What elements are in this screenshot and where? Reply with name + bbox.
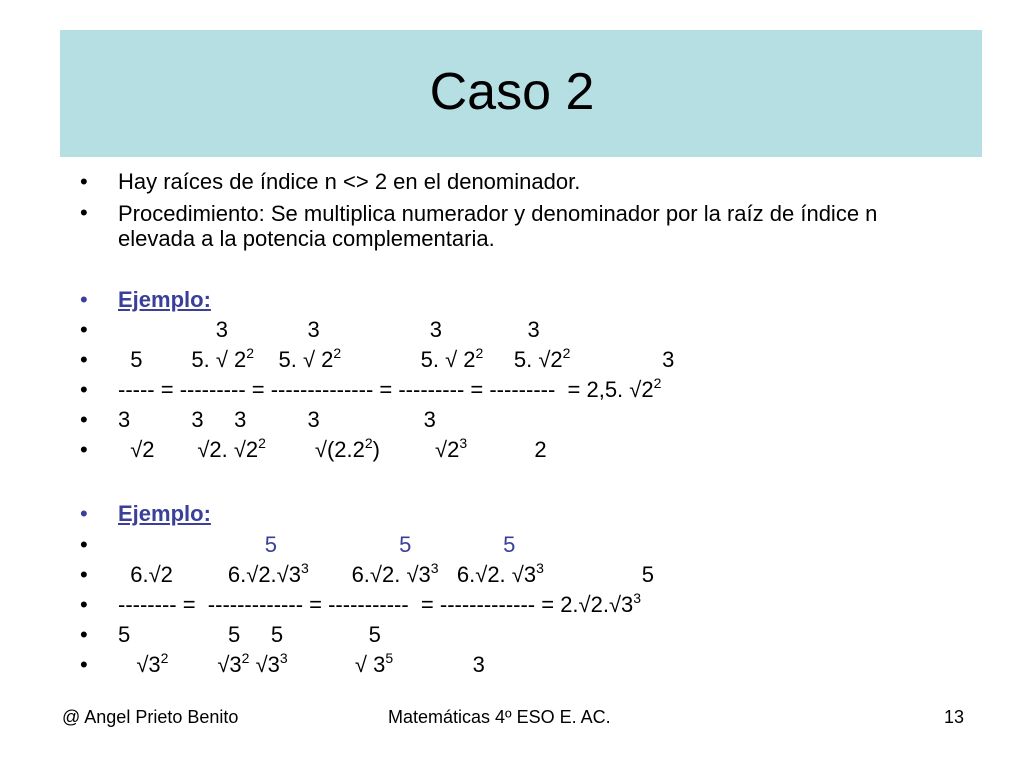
- eq-part: 6.√2. √3: [438, 562, 537, 587]
- equation-line: 5 5 5: [118, 532, 516, 557]
- eq-part: -------- = ------------- = ----------- = ------------- = 2.√2.√3: [118, 592, 634, 617]
- eq-part: 6.√2 6.√2.√3: [118, 562, 301, 587]
- eq-part: √ 3: [287, 652, 386, 677]
- exponent: 3: [633, 590, 642, 606]
- exponent: 2: [241, 650, 250, 666]
- exponent: 2: [364, 435, 373, 451]
- equation-line: [118, 650, 918, 677]
- equation-line: [118, 590, 918, 617]
- eq-part: 3: [570, 347, 675, 372]
- bullet-icon: •: [80, 200, 88, 225]
- equation-line: [118, 375, 918, 402]
- equation-line: [118, 560, 918, 587]
- bullet-icon: •: [80, 652, 88, 677]
- bullet-icon: •: [80, 437, 88, 462]
- eq-part: √3: [168, 652, 242, 677]
- eq-part: 5 5. √ 2: [118, 347, 247, 372]
- eq-part: 6.√2. √3: [308, 562, 431, 587]
- bullet-icon: •: [80, 317, 88, 342]
- bullet-icon: •: [80, 377, 88, 402]
- bullet-icon: •: [80, 407, 88, 432]
- eq-part: √(2.2: [265, 437, 365, 462]
- exponent: 3: [536, 560, 544, 576]
- eq-part: ) √2: [372, 437, 460, 462]
- exponent: 3: [300, 560, 309, 576]
- exponent: 2: [258, 435, 266, 451]
- bullet-item: [80, 650, 980, 749]
- example-heading: Ejemplo:: [118, 287, 211, 312]
- footer-page-number: 13: [944, 707, 965, 727]
- exponent: 2: [475, 345, 484, 361]
- eq-part: 5. √ 2: [254, 347, 334, 372]
- footer-author: @ Angel Prieto Benito: [62, 707, 239, 727]
- equation-line: [118, 435, 918, 462]
- eq-part: 2: [467, 437, 547, 462]
- eq-part: √3: [118, 652, 161, 677]
- bullet-icon: •: [80, 287, 88, 312]
- exponent: 2: [562, 345, 571, 361]
- footer-course: Matemáticas 4º ESO E. AC.: [388, 707, 611, 727]
- eq-part: √3: [249, 652, 280, 677]
- bullet-icon: •: [80, 501, 88, 526]
- eq-part: √2 √2. √2: [118, 437, 259, 462]
- eq-part: 3: [393, 652, 485, 677]
- bullet-icon: •: [80, 592, 88, 617]
- slide-title: Caso 2: [429, 63, 595, 121]
- eq-part: 5. √2: [483, 347, 563, 372]
- eq-part: 5: [543, 562, 654, 587]
- eq-part: ----- = --------- = -------------- = --------- = --------- = 2,5. √2: [118, 377, 654, 402]
- bullet-icon: •: [80, 532, 88, 557]
- exponent: 2: [333, 345, 342, 361]
- bullet-icon: •: [80, 169, 88, 194]
- exponent: 2: [653, 375, 662, 391]
- bullet-icon: •: [80, 622, 88, 647]
- eq-part: 5. √ 2: [341, 347, 476, 372]
- exponent: 3: [459, 435, 468, 451]
- exponent: 3: [279, 650, 288, 666]
- equation-line: 3 3 3 3 3: [118, 407, 436, 432]
- exponent: 5: [385, 650, 394, 666]
- bullet-icon: •: [80, 347, 88, 372]
- example-heading: Ejemplo:: [118, 501, 211, 526]
- exponent: 2: [160, 650, 169, 666]
- bullet-text: Procedimiento: Se multiplica numerador y denominador por la raíz de índice n elevada a la potencia complementaria.: [118, 201, 878, 251]
- bullet-text: Hay raíces de índice n <> 2 en el denominador.: [118, 169, 581, 194]
- exponent: 3: [430, 560, 439, 576]
- equation-line: 5 5 5 5: [118, 622, 381, 647]
- equation-line: 3 3 3 3: [118, 317, 540, 342]
- bullet-icon: •: [80, 562, 88, 587]
- exponent: 2: [246, 345, 255, 361]
- equation-line: [118, 345, 918, 372]
